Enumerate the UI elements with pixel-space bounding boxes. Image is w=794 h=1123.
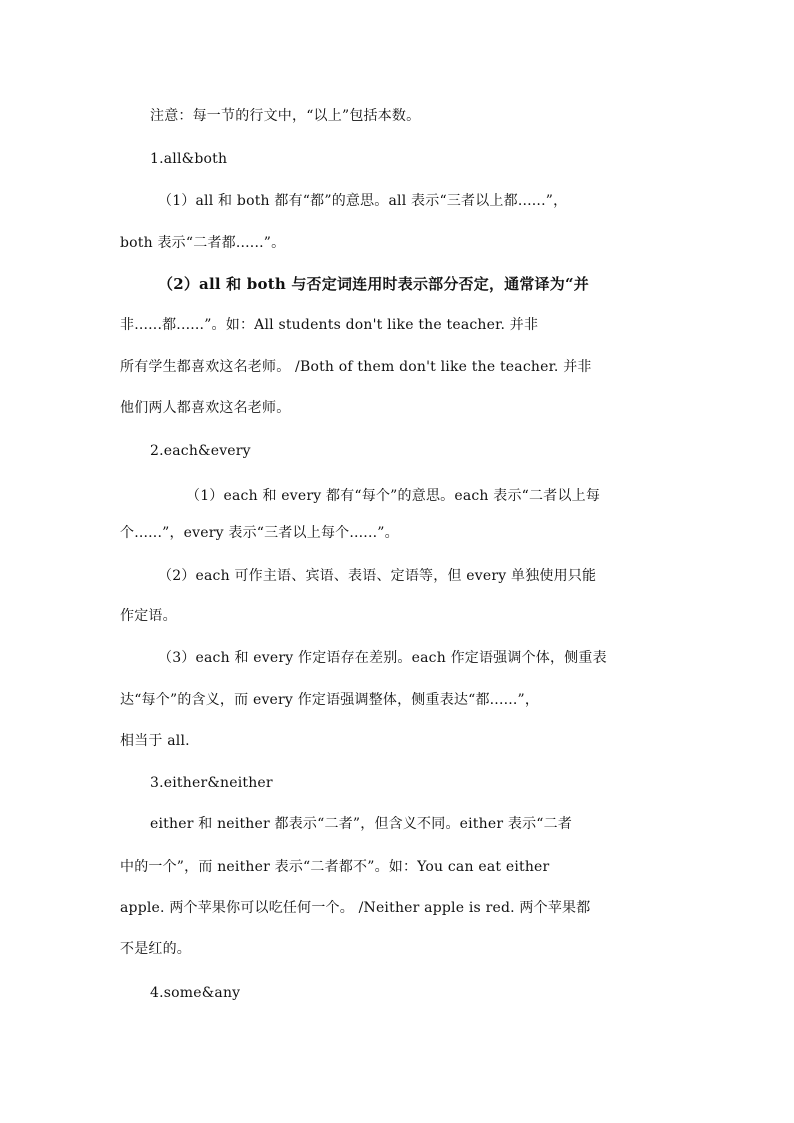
- paragraph-line: 达“每个”的含义，而 every 作定语强调整体，侧重表达“都......”，: [120, 692, 540, 708]
- paragraph-line: 非......都......”。如：All students don't like the teacher. 并非: [120, 317, 539, 333]
- paragraph-line: 个......”，every 表示“三者以上每个......”。: [120, 525, 399, 541]
- section-heading-each-every: 2.each&every: [150, 443, 251, 459]
- section-heading-all-both: 1.all&both: [150, 151, 228, 167]
- paragraph-line: 相当于 all.: [120, 733, 190, 749]
- paragraph-line: either 和 neither 都表示“二者”，但含义不同。either 表示“二者: [150, 816, 573, 832]
- paragraph-line: both 表示“二者都......”。: [120, 235, 286, 251]
- paragraph-line: 作定语。: [120, 608, 177, 624]
- paragraph-line: 所有学生都喜欢这名老师。 /Both of them don't like the teacher. 并非: [120, 359, 592, 375]
- section-heading-some-any: 4.some&any: [150, 985, 241, 1001]
- paragraph-line: （1）each 和 every 都有“每个”的意思。each 表示“二者以上每: [186, 488, 601, 504]
- paragraph-line: 他们两人都喜欢这名老师。: [120, 400, 291, 416]
- section-heading-either-neither: 3.either&neither: [150, 775, 273, 791]
- paragraph-line: apple. 两个苹果你可以吃任何一个。 /Neither apple is red. 两个苹果都: [120, 900, 591, 916]
- paragraph-line: 不是红的。: [120, 941, 191, 957]
- paragraph-line: （2）each 可作主语、宾语、表语、定语等，但 every 单独使用只能: [158, 568, 597, 584]
- paragraph-line: （1）all 和 both 都有“都”的意思。all 表示“三者以上都......”，: [158, 193, 568, 209]
- paragraph-line: 中的一个”，而 neither 表示“二者都不”。如：You can eat either: [120, 859, 550, 875]
- note-line: 注意：每一节的行文中，“以上”包括本数。: [150, 108, 421, 124]
- paragraph-line: （3）each 和 every 作定语存在差别。each 作定语强调个体，侧重表: [158, 650, 607, 666]
- paragraph-line: （2）all 和 both 与否定词连用时表示部分否定，通常译为“并: [158, 275, 589, 293]
